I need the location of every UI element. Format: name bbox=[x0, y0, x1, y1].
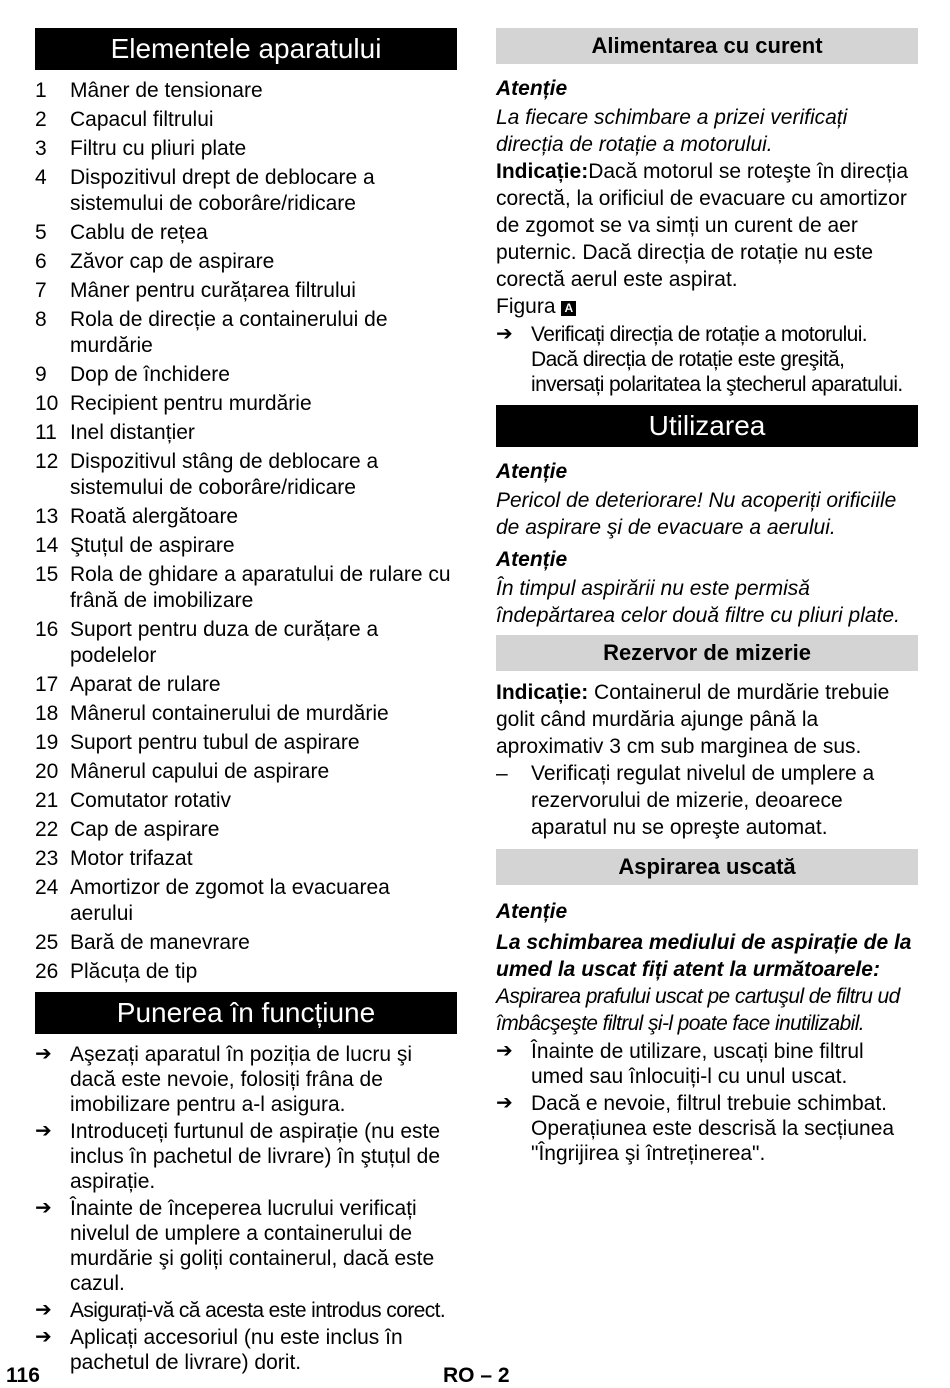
startup-step bbox=[35, 1119, 457, 1194]
item-number: 17 bbox=[35, 673, 59, 696]
item-number: 16 bbox=[35, 618, 59, 641]
list-item bbox=[35, 249, 457, 275]
arrow-icon: ➔ bbox=[496, 1092, 513, 1114]
startup-step bbox=[35, 1196, 457, 1296]
dry-steps bbox=[496, 1039, 918, 1166]
item-label: Rola de direcție a containerului de murdărie bbox=[70, 308, 388, 357]
item-label: Cablu de rețea bbox=[70, 221, 208, 244]
list-item bbox=[35, 672, 457, 698]
list-item bbox=[35, 533, 457, 559]
usage-attention-2: Atenție bbox=[496, 548, 568, 571]
list-item bbox=[35, 562, 457, 614]
item-number: 20 bbox=[35, 760, 59, 783]
list-item bbox=[35, 278, 457, 304]
list-item bbox=[35, 730, 457, 756]
dry-step-text: Dacă e nevoie, filtrul trebuie schimbat. Operațiunea este descrisă la secțiunea "Îngrijirea şi întreținerea". bbox=[531, 1092, 895, 1165]
figure-label: Figura bbox=[496, 295, 556, 318]
item-label: Amortizor de zgomot la evacuarea aerului bbox=[70, 876, 390, 925]
dry-attention: Atenție bbox=[496, 900, 568, 923]
item-number: 22 bbox=[35, 818, 59, 841]
list-item bbox=[35, 220, 457, 246]
list-item bbox=[35, 788, 457, 814]
usage-warning-2: În timpul aspirării nu este permisă îndepărtarea celor două filtre cu pliuri plate. bbox=[496, 577, 900, 627]
power-step bbox=[496, 322, 918, 397]
startup-step-text: Asigurați-vă că acesta este introdus corect. bbox=[70, 1299, 446, 1322]
list-item bbox=[35, 846, 457, 872]
item-number: 12 bbox=[35, 450, 59, 473]
tank-step bbox=[496, 760, 918, 841]
list-item bbox=[35, 701, 457, 727]
item-label: Plăcuța de tip bbox=[70, 960, 198, 983]
list-item bbox=[35, 930, 457, 956]
dry-warning: Aspirarea prafului uscat pe cartuşul de filtru ud îmbâcşeşte filtrul şi-l poate face inutilizabil. bbox=[496, 985, 900, 1035]
item-number: 24 bbox=[35, 876, 59, 899]
right-column bbox=[496, 28, 918, 1168]
power-heading: Alimentarea cu curent bbox=[496, 28, 918, 64]
item-label: Mâner pentru curățarea filtrului bbox=[70, 279, 356, 302]
list-item bbox=[35, 391, 457, 417]
item-label: Mânerul containerului de murdărie bbox=[70, 702, 389, 725]
item-label: Dop de închidere bbox=[70, 363, 230, 386]
list-item bbox=[35, 362, 457, 388]
item-label: Filtru cu pliuri plate bbox=[70, 137, 247, 160]
power-figure bbox=[496, 293, 918, 320]
page-code: RO – 2 bbox=[443, 1364, 510, 1387]
item-number: 7 bbox=[35, 279, 47, 302]
startup-heading: Punerea în funcțiune bbox=[35, 992, 457, 1034]
list-item bbox=[35, 307, 457, 359]
list-item bbox=[35, 817, 457, 843]
startup-step-text: Introduceți furtunul de aspirație (nu este inclus în pachetul de livrare) în ştuțul de aspirație. bbox=[70, 1120, 441, 1193]
item-number: 14 bbox=[35, 534, 59, 557]
dash-marker: – bbox=[496, 762, 508, 785]
figure-ref: A bbox=[561, 301, 576, 316]
startup-step bbox=[35, 1325, 457, 1375]
item-number: 5 bbox=[35, 221, 47, 244]
usage-attention-1: Atenție bbox=[496, 460, 568, 483]
power-note-label: Indicație: bbox=[496, 160, 589, 183]
item-number: 23 bbox=[35, 847, 59, 870]
item-number: 9 bbox=[35, 363, 47, 386]
tank-note-label: Indicație: bbox=[496, 681, 589, 704]
item-label: Suport pentru duza de curățare a podelelor bbox=[70, 618, 379, 667]
arrow-icon: ➔ bbox=[35, 1043, 52, 1065]
item-label: Bară de manevrare bbox=[70, 931, 250, 954]
list-item bbox=[35, 875, 457, 927]
item-number: 6 bbox=[35, 250, 47, 273]
item-label: Aparat de rulare bbox=[70, 673, 221, 696]
tank-heading: Rezervor de mizerie bbox=[496, 635, 918, 671]
dry-step bbox=[496, 1039, 918, 1089]
item-label: Mânerul capului de aspirare bbox=[70, 760, 330, 783]
item-number: 13 bbox=[35, 505, 59, 528]
arrow-icon: ➔ bbox=[35, 1299, 52, 1321]
arrow-icon: ➔ bbox=[35, 1197, 52, 1219]
list-item bbox=[35, 449, 457, 501]
arrow-icon: ➔ bbox=[496, 323, 513, 345]
usage-warning-1: Pericol de deteriorare! Nu acoperiți orificiile de aspirare şi de evacuare a aerului. bbox=[496, 489, 897, 539]
arrow-icon: ➔ bbox=[35, 1326, 52, 1348]
item-number: 18 bbox=[35, 702, 59, 725]
elements-heading: Elementele aparatului bbox=[35, 28, 457, 70]
item-label: Dispozitivul drept de deblocare a sistemului de coborâre/ridicare bbox=[70, 166, 375, 215]
item-number: 15 bbox=[35, 563, 59, 586]
item-number: 4 bbox=[35, 166, 47, 189]
item-label: Inel distanțier bbox=[70, 421, 195, 444]
list-item bbox=[35, 504, 457, 530]
list-item bbox=[35, 136, 457, 162]
dry-bold-warning: La schimbarea mediului de aspirație de la umed la uscat fiți atent la următoarele: bbox=[496, 931, 912, 981]
page-number: 116 bbox=[6, 1364, 40, 1387]
item-number: 8 bbox=[35, 308, 47, 331]
startup-step-text: Înainte de începerea lucrului verificați nivelul de umplere a containerului de murdărie şi goliți containerul, dacă este cazul. bbox=[70, 1197, 435, 1295]
list-item bbox=[35, 617, 457, 669]
item-number: 3 bbox=[35, 137, 47, 160]
item-label: Ştuțul de aspirare bbox=[70, 534, 235, 557]
left-column bbox=[35, 28, 457, 1377]
item-number: 11 bbox=[35, 421, 57, 444]
tank-step-text: Verificați regulat nivelul de umplere a rezervorului de mizerie, deoarece aparatul nu se opreşte automat. bbox=[531, 762, 875, 839]
item-number: 1 bbox=[35, 79, 47, 102]
item-label: Zăvor cap de aspirare bbox=[70, 250, 275, 273]
item-label: Cap de aspirare bbox=[70, 818, 220, 841]
dry-heading: Aspirarea uscată bbox=[496, 849, 918, 885]
item-number: 2 bbox=[35, 108, 47, 131]
item-label: Motor trifazat bbox=[70, 847, 193, 870]
item-label: Dispozitivul stâng de deblocare a sistemului de coborâre/ridicare bbox=[70, 450, 379, 499]
list-item bbox=[35, 107, 457, 133]
startup-step bbox=[35, 1298, 457, 1323]
dry-step-text: Înainte de utilizare, uscați bine filtrul umed sau înlocuiți-l cu unul uscat. bbox=[531, 1040, 864, 1088]
tank-note bbox=[496, 679, 918, 760]
power-step-text: Verificați direcția de rotație a motorului. Dacă direcția de rotație este greşită, inversați polaritatea la ştecherul aparatului. bbox=[531, 323, 903, 396]
item-label: Mâner de tensionare bbox=[70, 79, 263, 102]
startup-step-text: Aplicați accesoriul (nu este inclus în pachetul de livrare) dorit. bbox=[70, 1326, 403, 1374]
list-item bbox=[35, 165, 457, 217]
tank-note-text: Containerul de murdărie trebuie golit când murdăria ajunge până la aproximativ 3 cm sub marginea de sus. bbox=[496, 681, 890, 758]
list-item bbox=[35, 420, 457, 446]
item-label: Suport pentru tubul de aspirare bbox=[70, 731, 360, 754]
item-label: Comutator rotativ bbox=[70, 789, 232, 812]
usage-heading: Utilizarea bbox=[496, 405, 918, 447]
startup-steps bbox=[35, 1042, 457, 1375]
list-item bbox=[35, 759, 457, 785]
elements-list bbox=[35, 78, 457, 985]
power-attention: Atenție bbox=[496, 77, 568, 100]
item-label: Capacul filtrului bbox=[70, 108, 214, 131]
power-note bbox=[496, 158, 918, 293]
arrow-icon: ➔ bbox=[35, 1120, 52, 1142]
item-number: 10 bbox=[35, 392, 59, 415]
list-item bbox=[35, 959, 457, 985]
arrow-icon: ➔ bbox=[496, 1040, 513, 1062]
startup-step bbox=[35, 1042, 457, 1117]
item-label: Recipient pentru murdărie bbox=[70, 392, 312, 415]
item-label: Rola de ghidare a aparatului de rulare cu frână de imobilizare bbox=[70, 563, 451, 612]
item-number: 19 bbox=[35, 731, 59, 754]
power-note-text: Dacă motorul se roteşte în direcția corectă, la orificiul de evacuare cu amortizor de zgomot se va simți un curent de aer puternic. Dacă direcția de rotație nu este corectă aerul este aspirat. bbox=[496, 160, 908, 291]
list-item bbox=[35, 78, 457, 104]
dry-step bbox=[496, 1091, 918, 1166]
startup-step-text: Aşezați aparatul în poziția de lucru şi dacă este nevoie, folosiți frâna de imobilizare pentru a-l asigura. bbox=[70, 1043, 413, 1116]
item-number: 25 bbox=[35, 931, 59, 954]
power-warning: La fiecare schimbare a prizei verificați direcția de rotație a motorului. bbox=[496, 106, 848, 156]
item-number: 21 bbox=[35, 789, 59, 812]
item-label: Roată alergătoare bbox=[70, 505, 239, 528]
item-number: 26 bbox=[35, 960, 59, 983]
